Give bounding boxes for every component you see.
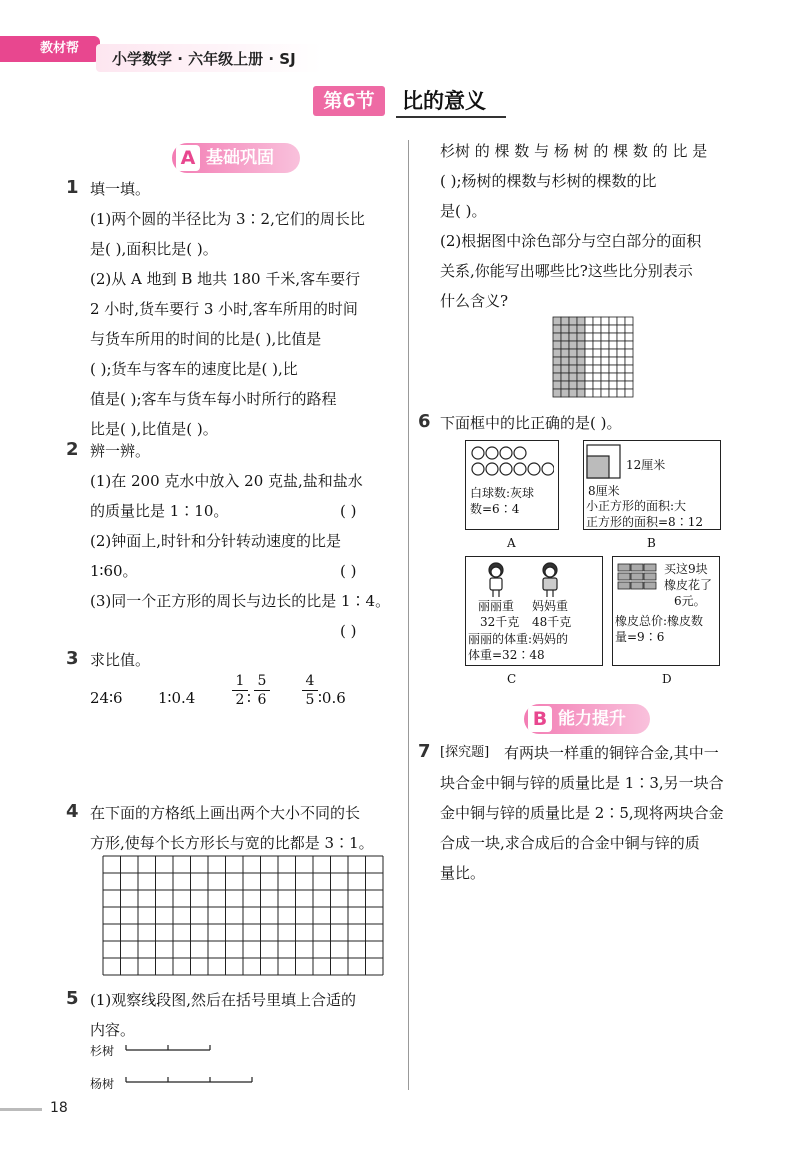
grid-cell — [577, 325, 585, 333]
q7-line: 合成一块,求合成后的合金中铜与锌的质 — [440, 834, 700, 852]
big-square-side: 12厘米 — [626, 458, 666, 472]
option-b-line: 正方形的面积=8∶12 — [586, 515, 703, 529]
grid-cell — [585, 373, 593, 381]
part-a-heading — [172, 143, 300, 173]
q5-line: (1)观察线段图,然后在括号里填上合适的 — [90, 991, 357, 1009]
grid-cell — [609, 317, 617, 325]
q5-line: 杉树 的 棵 数 与 杨 树 的 棵 数 的 比 是 — [440, 142, 708, 160]
grid-cell — [577, 333, 585, 341]
brand-tag: 教材帮 — [0, 36, 100, 62]
shaded-area-grid — [552, 316, 634, 398]
option-a-line: 数=6∶4 — [470, 502, 520, 516]
grid-cell — [553, 389, 561, 397]
grid-cell — [617, 333, 625, 341]
grid-cell — [625, 389, 633, 397]
q7-line: 块合金中铜与锌的质量比是 1∶3,另一块合 — [440, 774, 724, 792]
grid-cell — [601, 325, 609, 333]
fraction — [254, 672, 270, 709]
section-title: 比的意义 — [402, 89, 486, 113]
q1-line: (1)两个圆的半径比为 3∶2,它们的周长比 — [90, 210, 365, 228]
grid-cell — [593, 325, 601, 333]
grid-cell — [593, 357, 601, 365]
q6-title: 下面框中的比正确的是( )。 — [440, 414, 622, 432]
q7-line: 有两块一样重的铜锌合金,其中一 — [504, 744, 719, 762]
q3-number: 3 — [66, 648, 79, 669]
answer-paren: ( ) — [340, 562, 357, 580]
girl-weight-label: 丽丽重 — [478, 599, 515, 613]
q3-title: 求比值。 — [90, 651, 151, 669]
answer-paren: ( ) — [340, 502, 357, 520]
q4-line: 方形,使每个长方形长与宽的比都是 3∶1。 — [90, 834, 374, 852]
grid-cell — [625, 333, 633, 341]
section-number: 第6节 — [313, 86, 385, 116]
grid-cell — [577, 365, 585, 373]
grid-cell — [601, 365, 609, 373]
grid-cell — [561, 333, 569, 341]
q3-expr-4-tail: ∶0.6 — [318, 689, 346, 707]
grid-cell — [585, 389, 593, 397]
grid-cell — [593, 373, 601, 381]
part-b-heading — [524, 704, 650, 734]
grid-cell — [553, 317, 561, 325]
option-a-label: A — [507, 536, 516, 550]
grid-cell — [609, 365, 617, 373]
grid-cell — [577, 349, 585, 357]
q1-line: 值是( );客车与货车每小时所行的路程 — [90, 390, 337, 408]
grid-cell — [553, 365, 561, 373]
option-a-line: 白球数:灰球 — [470, 486, 535, 500]
grid-cell — [569, 381, 577, 389]
grid-cell — [601, 341, 609, 349]
grid-cell — [577, 381, 585, 389]
grid-cell — [561, 357, 569, 365]
denominator: 2 — [235, 692, 245, 708]
part-a-label: 基础巩固 — [206, 148, 274, 168]
option-c-line: 体重=32∶48 — [468, 648, 545, 662]
ratio-colon: ∶ — [247, 689, 251, 707]
numerator: 5 — [254, 672, 270, 691]
grid-cell — [577, 341, 585, 349]
grid-cell — [601, 333, 609, 341]
grid-cell — [617, 373, 625, 381]
grid-cell — [553, 349, 561, 357]
grid-cell — [601, 317, 609, 325]
q5-line: 是( )。 — [440, 202, 487, 220]
grid-cell — [585, 325, 593, 333]
mother-weight-label: 妈妈重 — [532, 599, 569, 613]
segment-label-fir: 杉树 — [90, 1044, 115, 1058]
numerator: 4 — [302, 672, 318, 691]
grid-cell — [553, 357, 561, 365]
grid-cell — [625, 381, 633, 389]
grid-cell — [569, 389, 577, 397]
grid-cell — [617, 365, 625, 373]
q1-number: 1 — [66, 177, 79, 198]
q6-number: 6 — [418, 411, 431, 432]
fraction — [302, 672, 318, 709]
grid-cell — [577, 357, 585, 365]
grid-cell — [617, 341, 625, 349]
erasers-figure — [616, 562, 660, 592]
grid-cell — [609, 381, 617, 389]
q5-line: 关系,你能写出哪些比?这些比分别表示 — [440, 262, 693, 280]
grid-cell — [617, 381, 625, 389]
grid-cell — [625, 349, 633, 357]
grid-cell — [585, 357, 593, 365]
grid-cell — [585, 317, 593, 325]
denominator: 6 — [257, 692, 267, 708]
option-d-text: 买这9块 — [664, 562, 708, 576]
q2-line: 的质量比是 1∶10。 — [90, 502, 229, 520]
q1-line: ( );货车与客车的速度比是( ),比 — [90, 360, 298, 378]
grid-cell — [601, 349, 609, 357]
grid-cell — [617, 325, 625, 333]
q3-expr-1: 24∶6 — [90, 689, 123, 707]
grid-cell — [625, 357, 633, 365]
grid-cell — [561, 373, 569, 381]
grid-cell — [609, 389, 617, 397]
grid-cell — [593, 381, 601, 389]
q5-line: ( );杨树的棵数与杉树的棵数的比 — [440, 172, 657, 190]
grid-cell — [609, 325, 617, 333]
q7-number: 7 — [418, 741, 431, 762]
grid-cell — [569, 341, 577, 349]
grid-cell — [577, 389, 585, 397]
grid-cell — [617, 349, 625, 357]
grid-cell — [625, 373, 633, 381]
grid-cell — [625, 317, 633, 325]
q7-tag: [探究题] — [440, 745, 490, 760]
grid-cell — [609, 333, 617, 341]
option-d-line: 橡皮总价:橡皮数 — [615, 614, 704, 628]
grid-cell — [561, 381, 569, 389]
grid-cell — [617, 389, 625, 397]
square-grid-paper[interactable] — [102, 855, 388, 977]
q1-line: 比是( ),比值是( )。 — [90, 420, 218, 438]
q7-line: 金中铜与锌的质量比是 2∶5,现将两块合金 — [440, 804, 724, 822]
grid-cell — [569, 317, 577, 325]
grid-cell — [569, 373, 577, 381]
grid-cell — [561, 325, 569, 333]
q2-title: 辨一辨。 — [90, 442, 151, 460]
option-d-line: 量=9∶6 — [615, 630, 665, 644]
grid-cell — [609, 357, 617, 365]
grid-cell — [609, 341, 617, 349]
part-b-label: 能力提升 — [558, 709, 626, 729]
book-title: 小学数学 · 六年级上册 · SJ — [112, 50, 296, 68]
fraction — [232, 672, 248, 709]
section-underline — [396, 116, 506, 118]
grid-cell — [625, 341, 633, 349]
q1-title: 填一填。 — [90, 180, 151, 198]
grid-cell — [593, 365, 601, 373]
balls-figure — [470, 445, 554, 479]
grid-cell — [617, 317, 625, 325]
grid-cell — [569, 333, 577, 341]
segment-label-poplar: 杨树 — [90, 1077, 115, 1091]
grid-cell — [553, 341, 561, 349]
option-b-label: B — [647, 536, 656, 550]
grid-cell — [569, 325, 577, 333]
grid-cell — [561, 365, 569, 373]
small-square-side: 8厘米 — [588, 484, 620, 498]
line-segment-diagram — [124, 1040, 264, 1090]
q4-number: 4 — [66, 801, 79, 822]
grid-cell — [561, 349, 569, 357]
grid-cell — [553, 373, 561, 381]
grid-cell — [609, 349, 617, 357]
grid-cell — [561, 317, 569, 325]
grid-cell — [569, 357, 577, 365]
option-b-line: 小正方形的面积:大 — [586, 499, 687, 513]
grid-cell — [561, 389, 569, 397]
q1-line: (2)从 A 地到 B 地共 180 千米,客车要行 — [90, 270, 361, 288]
grid-cell — [625, 365, 633, 373]
grid-cell — [593, 317, 601, 325]
q3-expr-2: 1∶0.4 — [158, 689, 196, 707]
option-d-label: D — [662, 672, 672, 686]
grid-cell — [569, 365, 577, 373]
squares-figure — [586, 444, 622, 480]
q2-line: (3)同一个正方形的周长与边长的比是 1∶4。 — [90, 592, 391, 610]
column-divider — [408, 140, 409, 1090]
q1-line: 与货车所用的时间的比是( ),比值是 — [90, 330, 322, 348]
grid-cell — [601, 373, 609, 381]
denominator: 5 — [305, 692, 315, 708]
grid-cell — [577, 317, 585, 325]
grid-cell — [593, 333, 601, 341]
grid-cell — [569, 349, 577, 357]
q5-line: (2)根据图中涂色部分与空白部分的面积 — [440, 232, 702, 250]
grid-cell — [553, 381, 561, 389]
girl-weight: 32千克 — [480, 615, 520, 629]
grid-cell — [585, 349, 593, 357]
option-c-label: C — [507, 672, 517, 686]
page-number: 18 — [50, 1100, 68, 1116]
grid-cell — [617, 357, 625, 365]
grid-cell — [593, 341, 601, 349]
grid-cell — [585, 333, 593, 341]
grid-cell — [585, 365, 593, 373]
grid-cell — [601, 357, 609, 365]
q4-line: 在下面的方格纸上画出两个大小不同的长 — [90, 804, 361, 822]
grid-cell — [601, 381, 609, 389]
grid-cell — [561, 341, 569, 349]
q1-line: 是( ),面积比是( )。 — [90, 240, 218, 258]
grid-cell — [577, 373, 585, 381]
option-d-text: 橡皮花了 — [664, 578, 713, 592]
q5-line: 内容。 — [90, 1021, 136, 1039]
grid-cell — [553, 325, 561, 333]
numerator: 1 — [232, 672, 248, 691]
grid-cell — [553, 333, 561, 341]
mother-weight: 48千克 — [532, 615, 572, 629]
q5-number: 5 — [66, 988, 79, 1009]
q2-line: 1∶60。 — [90, 562, 138, 580]
q2-line: (1)在 200 克水中放入 20 克盐,盐和盐水 — [90, 472, 363, 490]
q5-line: 什么含义? — [440, 292, 509, 310]
q2-line: (2)钟面上,时针和分针转动速度的比是 — [90, 532, 342, 550]
grid-cell — [593, 349, 601, 357]
girl-and-mother-figure — [480, 560, 590, 598]
grid-cell — [593, 389, 601, 397]
option-c-line: 丽丽的体重:妈妈的 — [468, 632, 569, 646]
grid-cell — [609, 373, 617, 381]
answer-paren: ( ) — [340, 622, 357, 640]
q7-line: 量比。 — [440, 864, 486, 882]
option-d-text: 6元。 — [674, 594, 706, 608]
grid-cell — [601, 389, 609, 397]
grid-cell — [585, 381, 593, 389]
part-b-letter: B — [528, 706, 552, 732]
q1-line: 2 小时,货车要行 3 小时,客车所用的时间 — [90, 300, 358, 318]
q2-number: 2 — [66, 439, 79, 460]
page-bar — [0, 1108, 42, 1111]
part-a-letter: A — [176, 145, 200, 171]
grid-cell — [585, 341, 593, 349]
grid-cell — [625, 325, 633, 333]
